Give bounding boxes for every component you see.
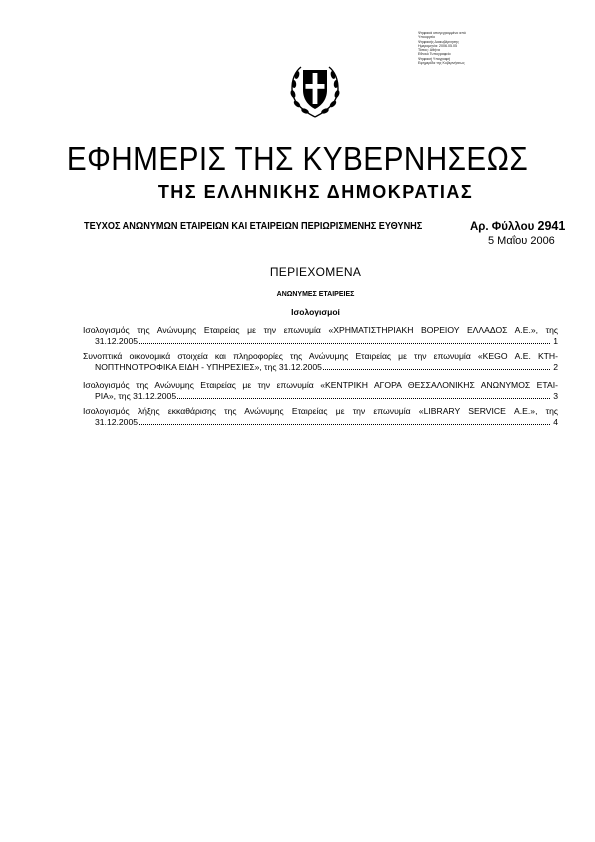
toc-entry[interactable] <box>83 351 558 373</box>
stamp-line: Ψηφιακή Υπογραφή <box>418 56 451 61</box>
toc-entry[interactable] <box>83 406 558 428</box>
coat-of-arms-icon <box>287 60 343 120</box>
toc-entry-title-continued: ΡΙΑ», της 31.12.2005 <box>95 391 177 401</box>
toc-entry-title-continued: 31.12.2005 <box>95 336 139 346</box>
stamp-line: Τόπος: Αθήνα <box>418 48 440 53</box>
sheet-number: 2941 <box>537 219 566 233</box>
toc-entry[interactable] <box>83 380 558 402</box>
contents-section-heading: ΑΝΩΝΥΜΕΣ ΕΤΑΙΡΕΙΕΣ <box>276 291 355 298</box>
toc-entry-title: Ισολογισμός λήξης εκκαθάρισης της Ανώνυμης Εταιρείας με την επωνυμία «LIBRARY SERVICE Α.Ε.», της <box>83 406 558 416</box>
issue-type: ΤΕΥΧΟΣ ΑΝΩΝΥΜΩΝ ΕΤΑΙΡΕΙΩΝ ΚΑΙ ΕΤΑΙΡΕΙΩΝ ΠΕΡΙΩΡΙΣΜΕΝΗΣ ΕΥΘΥΝΗΣ <box>84 221 423 232</box>
contents-subsection-heading: Ισολογισμοί <box>291 307 340 317</box>
sheet-label: Αρ. Φύλλου <box>470 221 535 233</box>
sheet-number-block <box>470 219 565 233</box>
gazette-title: ΕΦΗΜΕΡΙΣ ΤΗΣ ΚΥΒΕΡΝΗΣΕΩΣ <box>66 140 529 177</box>
toc-entry-title: Συνοπτικά οικονομικά στοιχεία και πληροφορίες της Ανώνυμης Εταιρείας με την επωνυμία «KEGO Α.Ε. ΚΤΗ- <box>83 351 558 361</box>
digital-signature-stamp <box>418 31 480 65</box>
issue-date: 5 Μαΐου 2006 <box>488 235 555 247</box>
toc-page-number: 2 <box>553 362 558 372</box>
toc-entry-title: Ισολογισμός της Ανώνυμης Εταιρείας με την επωνυμία «ΚΕΝΤΡΙΚΗ ΑΓΟΡΑ ΘΕΣΣΑΛΟΝΙΚΗΣ ΑΝΩΝΥΜΟΣ ΕΤΑΙ- <box>83 380 558 390</box>
dot-leader <box>177 397 550 399</box>
contents-title: ΠΕΡΙΕΧΟΜΕΝΑ <box>269 265 362 279</box>
stamp-line: Ψηφιακά υπογεγραμμένο από <box>418 31 466 35</box>
toc-page-number: 3 <box>553 391 558 401</box>
toc-entry[interactable] <box>83 325 558 347</box>
toc-entry-title-continued: ΝΟΠΤΗΝΟΤΡΟΦΙΚΑ ΕΙΔΗ - ΥΠΗΡΕΣΙΕΣ», της 31.12.2005 <box>95 362 322 372</box>
dot-leader <box>323 368 550 370</box>
toc-entry-title: Ισολογισμός της Ανώνυμης Εταιρείας με την επωνυμία «ΧΡΗΜΑΤΙΣΤΗΡΙΑΚΗ ΒΟΡΕΙΟΥ ΕΛΛΑΔΟΣ Α.Ε.», της <box>83 325 558 335</box>
stamp-line: Εφημερίδα της Κυβερνήσεως <box>418 61 465 66</box>
gazette-subtitle: ΤΗΣ ΕΛΛΗΝΙΚΗΣ ΔΗΜΟΚΡΑΤΙΑΣ <box>157 182 474 202</box>
stamp-line: Υπουργείο <box>418 35 436 40</box>
stamp-line: Εθνικό Τυπογραφείο <box>418 52 451 57</box>
toc-page-number: 4 <box>553 417 558 427</box>
greek-coat-of-arms-emblem <box>287 60 343 120</box>
toc-entry-title-continued: 31.12.2005 <box>95 417 139 427</box>
toc-page-number: 1 <box>553 336 558 346</box>
stamp-line: Ημερομηνία: 2006.05.05 <box>418 43 458 48</box>
dot-leader <box>139 342 550 344</box>
dot-leader <box>139 423 550 425</box>
stamp-line: Ψηφιακής Διακυβέρνησης <box>418 39 460 44</box>
